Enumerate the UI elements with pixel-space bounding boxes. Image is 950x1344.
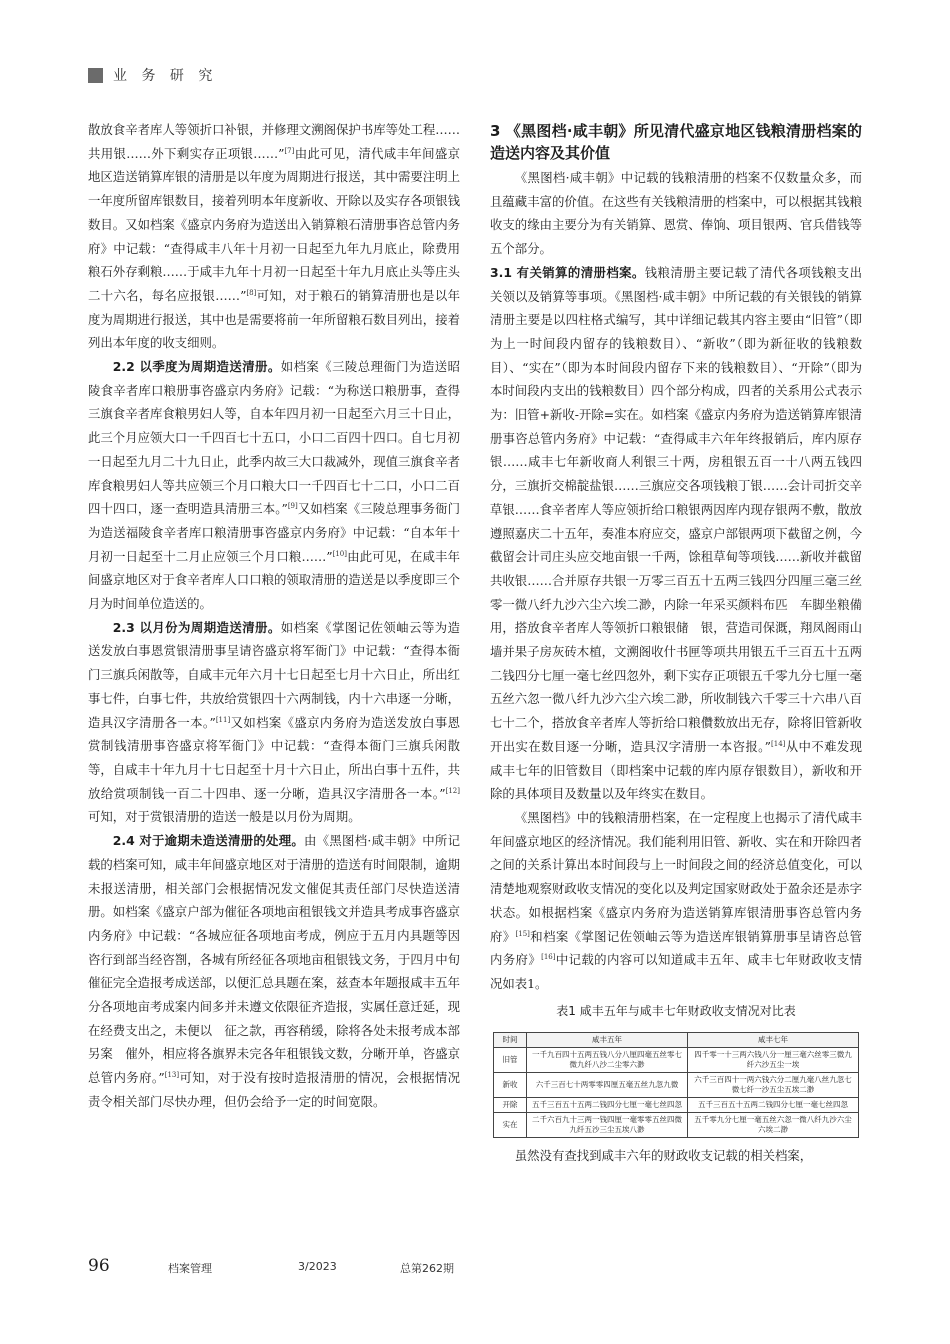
total-issue: 总第262期 — [400, 1262, 454, 1275]
header-square-icon — [88, 68, 103, 83]
paragraph: 虽然没有查找到咸丰六年的财政收支记载的相关档案， — [514, 1147, 813, 1163]
paragraph: 《黑图档·咸丰朝》中记载的钱粮清册的档案不仅数量众多，而且蕴藏丰富的价值。在这些有关钱粮清册的档案中，可以根据其钱粮收支的缘由主要分为有关销算、恩赏、俸饷、项目银两、官兵借钱等五个部分。 — [490, 170, 862, 257]
table-cell: 六千三百七十两零零四厘五毫五丝九忽九微 — [527, 1072, 688, 1097]
left-column — [88, 118, 460, 1114]
table-row — [494, 1047, 859, 1072]
finance-table — [493, 1032, 859, 1138]
table-row — [494, 1072, 859, 1097]
table-cell: 六千三百四十一两六钱六分二厘九毫八丝九忽七微七纤一沙五尘五埃二渺 — [687, 1072, 858, 1097]
table-header-row — [494, 1032, 859, 1047]
table-cell: 四千零一十三两六钱八分一厘三毫六丝零三微九纤六沙五尘一埃 — [687, 1047, 858, 1072]
paragraph: 3.1 有关销算的清册档案。钱粮清册主要记载了清代各项钱粮支出关领以及销算等事项。《黑图档·咸丰朝》中所记载的有关银钱的销算清册主要是以四柱格式编写，其中详细记载其内容主要由“旧管”（即为上一时间段内留存的钱粮数目）、“新收”（即为新征收的钱粮数目）、“实在”（即为本时间段内留存下来的钱粮数目）、“开除”（即为本时间段内支出的钱粮数目）四个部分构成，四者的关系用公式表示为：旧管+新收-开除=实在。如档案《盛京内务府为造送销算库银清册事咨总管内务府》中记载：“查得咸丰六年年终报销后，库内原存银……咸丰七年新收商人利银三十两，房租银五百一十八两五钱四分，三旗折交棉靛盐银……三旗应交各项钱粮丁银……会计司折交辛草银……食辛者库人等应领折给口粮银两因库内现存银两不敷，散放遵照嘉庆二十五年，奏准本府应交，盛京户部银两项下截留之例，今截留会计司庄头应交地亩银一千两，馀租草甸等项钱……新收并截留共收银……合并原存共银一万零三百五十五两三钱四分四厘三毫三丝零一微八纤九沙六尘六埃二渺，内除一年采买颜料布匹 车脚坐粮備用，搭放食辛者库人等领折口粮银储 银，营造司保溉，翔凤阁雨山墙并果子房灰砖木植，文溯阁收什书匣等项共用银五千三百五十五两二钱四分七厘一毫七丝四忽外，剩下实存正项银五千零九分七厘一毫五丝六忽一微八纤九沙六尘六埃二渺，所收制钱六千零三十六串八百七十二个，搭放食辛者库人等折给口粮儹数放出无存，除将旧管新收开出实在数目逐一分晰，造具汉字清册一本咨报。”[14]从中不难发现咸丰七年的旧管数目（即档案中记载的库内原存银数目），新收和开除的具体项目及数量以及年终实在数目。 — [490, 264, 863, 802]
journal-name: 档案管理 — [168, 1262, 212, 1275]
subsection-heading: 3.1 有关销算的清册档案。 — [490, 264, 645, 280]
table-header-cell: 咸丰七年 — [687, 1032, 858, 1047]
issue-number: 3/2023 — [298, 1260, 337, 1273]
paragraph: 2.2 以季度为周期造送清册。如档案《三陵总理衙门为造送昭陵食辛者库口粮册事咨盛京内务府》记载：“为称送口粮册事，查得三旗食辛者库食粮男妇人等，自本年四月初一日起至六月三十日止，此三个月应领大口一千四百七十五口，小口二百四十四口。自七月初一日起至九月二十九日止，此季内故三大口裁减外，现值三旗食辛者库食粮男妇人等共应领三个月口粮大口一千四百七十二口，小口二百四十四口，逐一查明造具清册三本。”[9]又如档案《三陵总理事务衙门为造送福陵食辛者库口粮清册事咨盛京内务府》中记载：“自本年十月初一日起至十二月止应领三个月口粮……”[10]由此可见，在咸丰年间盛京地区对于食辛者库人口口粮的领取清册的造送是以季度即三个月为时间单位造送的。 — [88, 359, 461, 612]
paragraph: 2.4 对于逾期未造送清册的处理。由《黑图档·咸丰朝》中所记载的档案可知，咸丰年间盛京地区对于清册的造送有时间限制，逾期未报送清册，相关部门会根据情况发文催促其责任部门尽快造送清册。如档案《盛京户部为催征各项地亩租银钱文并造具考成事咨盛京内务府》中记载：“各城应征各项地亩考成，例应于五月内具题等因咨行到部当经咨劄，各城有所经征各项地亩租银钱文务，于四月中旬催征完全造报考成送部，以便汇总具题在案，兹查本年题报咸丰五年分各项地亩考成案内间多并未遵文依限征齐造报，实属任意迁延，现在经费支出之，未便以 征之款，再容稍缓，除将各处未报考成本部另案 催外，相应将各旗界未完各年租银钱文数，分晰开单，咨盛京总管内务府。”[13]可知，对于没有按时造报清册的情况，会根据情况责令相关部门尽快办理，但仍会给予一定的时间宽限。 — [88, 833, 461, 1109]
table-cell: 一千九百四十五两五钱八分八厘四毫五丝零七微九纤八沙二尘零六渺 — [527, 1047, 688, 1072]
subsection-heading: 2.4 对于逾期未造送清册的处理。 — [112, 833, 305, 849]
table-cell: 五千三百五十五两二钱四分七厘一毫七丝四忽 — [687, 1097, 858, 1112]
table-cell: 二千六百九十三两一钱四厘一毫零零五丝四微九纤五沙三尘五埃八渺 — [527, 1112, 688, 1137]
running-header — [88, 62, 217, 88]
table-cell: 五千零九分七厘一毫五丝六忽一微八纤九沙六尘六埃二渺 — [687, 1112, 858, 1137]
section-label: 业 务 研 究 — [113, 68, 218, 84]
subsection-heading: 2.2 以季度为周期造送清册。 — [112, 359, 281, 375]
subsection-heading: 2.3 以月份为周期造送清册。 — [112, 619, 281, 635]
table-row — [494, 1097, 859, 1112]
right-column — [490, 120, 862, 1167]
page-number: 96 — [88, 1256, 110, 1276]
section-heading: 3 《黑图档·咸丰朝》所见清代盛京地区钱粮清册档案的造送内容及其价值 — [490, 122, 862, 162]
table-cell: 旧管 — [494, 1047, 527, 1072]
paragraph: 《黑图档》中的钱粮清册档案，在一定程度上也揭示了清代咸丰年间盛京地区的经济情况。我们能利用旧管、新收、实在和开除四者之间的关系计算出本时间段与上一时间段之间的经济总值变化，可以清楚地观察财政收支情况的变化以及判定国家财政处于盈余还是赤字状态。如根据档案《盛京内务府为造送销算库银清册事咨总管内务府》[15]和档案《掌图记佐领岫云等为造送库银销算册事呈请咨总管内务府》[16]中记载的内容可以知道咸丰五年、咸丰七年财政收支情况如表1。 — [490, 809, 863, 991]
table-cell: 新收 — [494, 1072, 527, 1097]
table-row — [494, 1112, 859, 1137]
table-header-cell: 咸丰五年 — [527, 1032, 688, 1047]
table-header-cell: 时间 — [494, 1032, 527, 1047]
table-cell: 实在 — [494, 1112, 527, 1137]
table-cell: 五千三百五十五两二钱四分七厘一毫七丝四忽 — [527, 1097, 688, 1112]
table-caption: 表1 咸丰五年与咸丰七年财政收支情况对比表 — [556, 1003, 796, 1018]
paragraph: 2.3 以月份为周期造送清册。如档案《掌图记佐领岫云等为造送发放白事恩赏银清册事呈请咨盛京将军衙门》中记载：“查得本衙门三旗兵闲散等，自咸丰元年六月十七日起至七月十六日止，所出红事七件，白事七件，共放给赏银四十六两制钱，内十六串逐一分晰，造具汉字清册各一本。”[11]又如档案《盛京内务府为造送发放白事恩赏制钱清册事咨盛京将军衙门》中记载：“查得本衙门三旗兵闲散等，自咸丰十年九月十七日起至十月十六日止，所出白事十五件，共放给赏项制钱一百二十四串、逐一分晰，造具汉字清册各一本。”[12]可知，对于赏银清册的造送一般是以月份为周期。 — [88, 619, 461, 825]
table-cell: 开除 — [494, 1097, 527, 1112]
paragraph: 散放食辛者库人等领折口补银，并修理文溯阁保护书库等处工程……共用银……外下剩实存正项银……”[7]由此可见，清代咸丰年间盛京地区造送销算库银的清册是以年度为周期进行报送，其中需要注明上一年度所留库银数目，接着列明本年度新收、开除以及实存各项银钱数目。又如档案《盛京内务府为造送出入销算粮石清册事咨总管内务府》中记载：“查得咸丰八年十月初一日起至九年九月底止，除费用粮石外存剩粮……于咸丰九年十月初一日起至十年九月底止头等庄头二十六名，每名应报银……”[8]可知，对于粮石的销算清册也是以年度为周期进行报送，其中也是需要将前一年所留粮石数目列出，接着列出本年度的收支细则。 — [88, 122, 460, 351]
